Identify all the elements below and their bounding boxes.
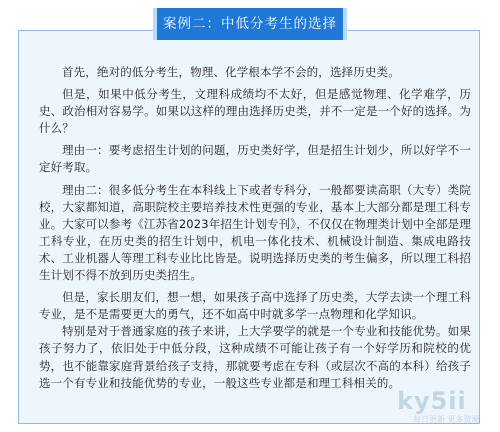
paragraph-however: 但是，如果中低分考生，文理科成绩均不太好，但是感觉物理、化学难学，历史、政治相对容易学。如果以这样的理由选择历史类，并不一定是一个好的选择。为什么？	[39, 87, 471, 136]
paragraph-reason-one: 理由一：要考虑招生计划的问题，历史类好学，但是招生计划少，所以好学不一定好考取。	[39, 143, 471, 175]
watermark-subtext: 每日更新 更多资源	[413, 415, 480, 424]
case-title: 案例二：中低分考生的选择	[153, 8, 347, 40]
paragraph-parents: 但是，家长朋友们，想一想，如果孩子高中选择了历史类，大学去读一个理工科专业，是不是需要更大的勇气，还不如高中时就多学一点物理和化学知识。	[39, 290, 471, 322]
paragraph-reason-two: 理由二：很多低分考生在本科线上下或者专科分，一般都要读高职（大专）类院校，大家都知道，高职院校主要培养技术性更强的专业，基本上大部分都是理工科专业。大家可以参考《江苏省2023年招生计划专刊》，不仅仅在物理类计划中全部是理工科专业，在历史类的招生计划中，机电一体化技术、机械设计制造、集成电路技术、工业机器人等理工科专业比比皆是。说明选择历史类的考生偏多，所以理工科招生计划不得不放到历史类招生。	[39, 182, 471, 283]
paragraph-ordinary-families: 特别是对于普通家庭的孩子来讲，上大学要学的就是一个专业和技能优势。如果孩子努力了，依旧处于中低分段，这种成绩不可能让孩子有一个好学历和院校的优势，也不能靠家庭背景给孩子支持，那就要考虑在专科（或层次不高的本科）给孩子选一个有专业和技能优势的专业，一般这些专业都是和理工科相关的。	[39, 324, 471, 390]
watermark-logo: ky5ii	[397, 387, 467, 415]
paragraph-intro: 首先，绝对的低分考生，物理、化学根本学不会的，选择历史类。	[62, 65, 400, 79]
article-body	[39, 64, 471, 392]
